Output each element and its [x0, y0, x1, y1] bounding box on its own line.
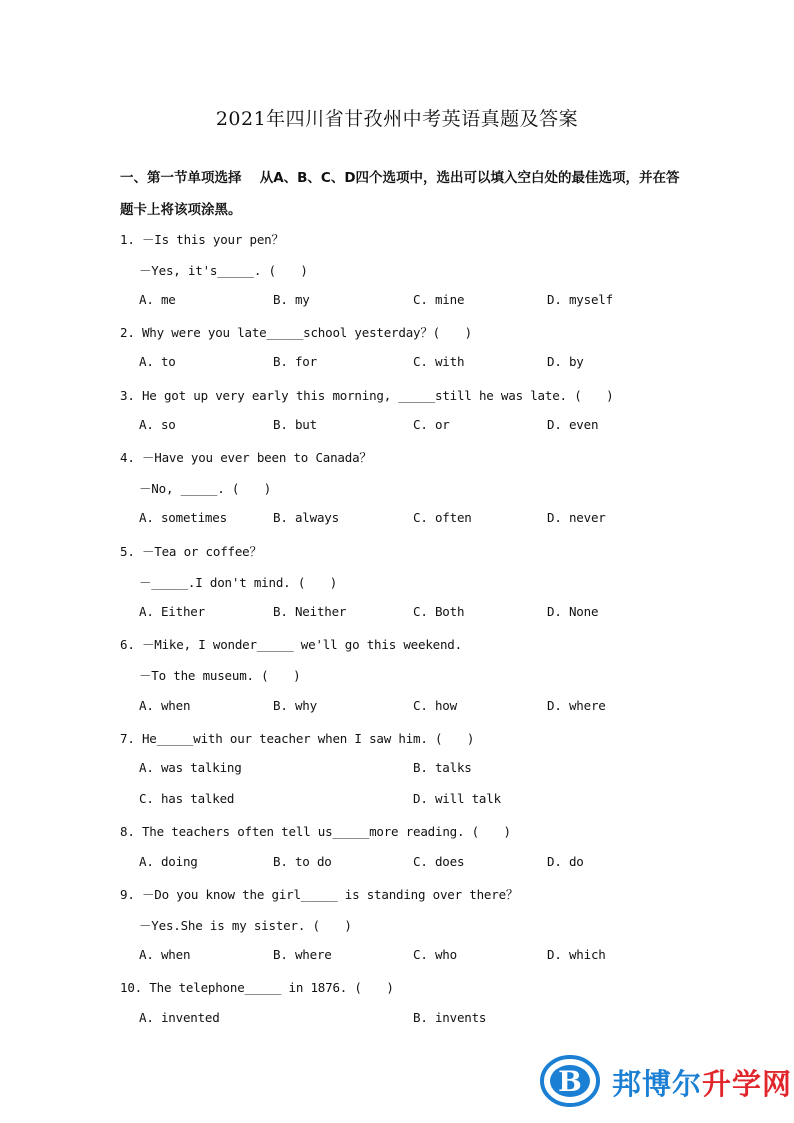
question-8-line-1: 8. The teachers often tell us_____more reading. ( ): [120, 824, 511, 839]
q7-option-d: D. will talk: [413, 791, 501, 806]
question-1-line-1: 1. －Is this your pen？: [120, 232, 284, 247]
q2-option-a: A. to: [139, 354, 176, 369]
question-5-line-2: －_____.I don't mind. ( ): [139, 575, 338, 590]
q10-option-a: A. invented: [139, 1010, 220, 1025]
q3-option-c: C. or: [413, 417, 450, 432]
q3-option-a: A. so: [139, 417, 176, 432]
q6-option-d: D. where: [547, 698, 606, 713]
q10-option-b: B. invents: [413, 1010, 487, 1025]
question-10-line-1: 10. The telephone_____ in 1876. ( ): [120, 980, 394, 995]
q2-option-d: D. by: [547, 354, 584, 369]
q9-option-a: A. when: [139, 947, 191, 962]
q6-option-a: A. when: [139, 698, 191, 713]
site-logo-text: [612, 1062, 792, 1103]
q9-option-d: D. which: [547, 947, 606, 962]
logo-text-part1: 邦博尔: [612, 1067, 703, 1101]
q5-option-a: A. Either: [139, 604, 205, 619]
q3-option-b: B. but: [273, 417, 317, 432]
question-2-line-1: 2. Why were you late_____school yesterday？( ): [120, 325, 472, 340]
q6-option-c: C. how: [413, 698, 457, 713]
q4-option-a: A. sometimes: [139, 510, 227, 525]
q8-option-b: B. to do: [273, 854, 332, 869]
question-7-line-1: 7. He_____with our teacher when I saw him. ( ): [120, 731, 475, 746]
q8-option-d: D. do: [547, 854, 584, 869]
q5-option-c: C. Both: [413, 604, 465, 619]
section-instruction: 一、第一节单项选择 从A、B、C、D四个选项中，选出可以填入空白处的最佳选项，并在答题卡上将该项涂黑。: [120, 170, 680, 218]
q4-option-d: D. never: [547, 510, 606, 525]
q1-option-c: C. mine: [413, 292, 465, 307]
q7-option-b: B. talks: [413, 760, 472, 775]
q2-option-b: B. for: [273, 354, 317, 369]
q3-option-d: D. even: [547, 417, 599, 432]
page-title: 2021年四川省甘孜州中考英语真题及答案: [215, 108, 579, 130]
q9-option-b: B. where: [273, 947, 332, 962]
q9-option-c: C. who: [413, 947, 457, 962]
question-9-line-1: 9. －Do you know the girl_____ is standing over there？: [120, 887, 519, 902]
question-1-line-2: －Yes, it's_____. ( ): [139, 263, 308, 278]
svg-text:B: B: [558, 1065, 582, 1098]
q8-option-c: C. does: [413, 854, 465, 869]
question-6-line-2: －To the museum. ( ): [139, 668, 301, 683]
question-4-line-2: －No, _____. ( ): [139, 481, 272, 496]
q2-option-c: C. with: [413, 354, 465, 369]
question-3-line-1: 3. He got up very early this morning, _____still he was late. ( ): [120, 388, 614, 403]
question-5-line-1: 5. －Tea or coffee？: [120, 544, 262, 559]
question-4-line-1: 4. －Have you ever been to Canada？: [120, 450, 372, 465]
logo-text-part2: 升学网: [702, 1067, 793, 1101]
q8-option-a: A. doing: [139, 854, 198, 869]
q4-option-c: C. often: [413, 510, 472, 525]
q1-option-b: B. my: [273, 292, 310, 307]
q5-option-d: D. None: [547, 604, 599, 619]
q7-option-a: A. was talking: [139, 760, 242, 775]
q5-option-b: B. Neither: [273, 604, 347, 619]
q1-option-a: A. me: [139, 292, 176, 307]
q1-option-d: D. myself: [547, 292, 613, 307]
q4-option-b: B. always: [273, 510, 339, 525]
q6-option-b: B. why: [273, 698, 317, 713]
q7-option-c: C. has talked: [139, 791, 235, 806]
question-9-line-2: －Yes.She is my sister. ( ): [139, 918, 352, 933]
question-6-line-1: 6. －Mike, I wonder_____ we'll go this weekend.: [120, 637, 462, 652]
